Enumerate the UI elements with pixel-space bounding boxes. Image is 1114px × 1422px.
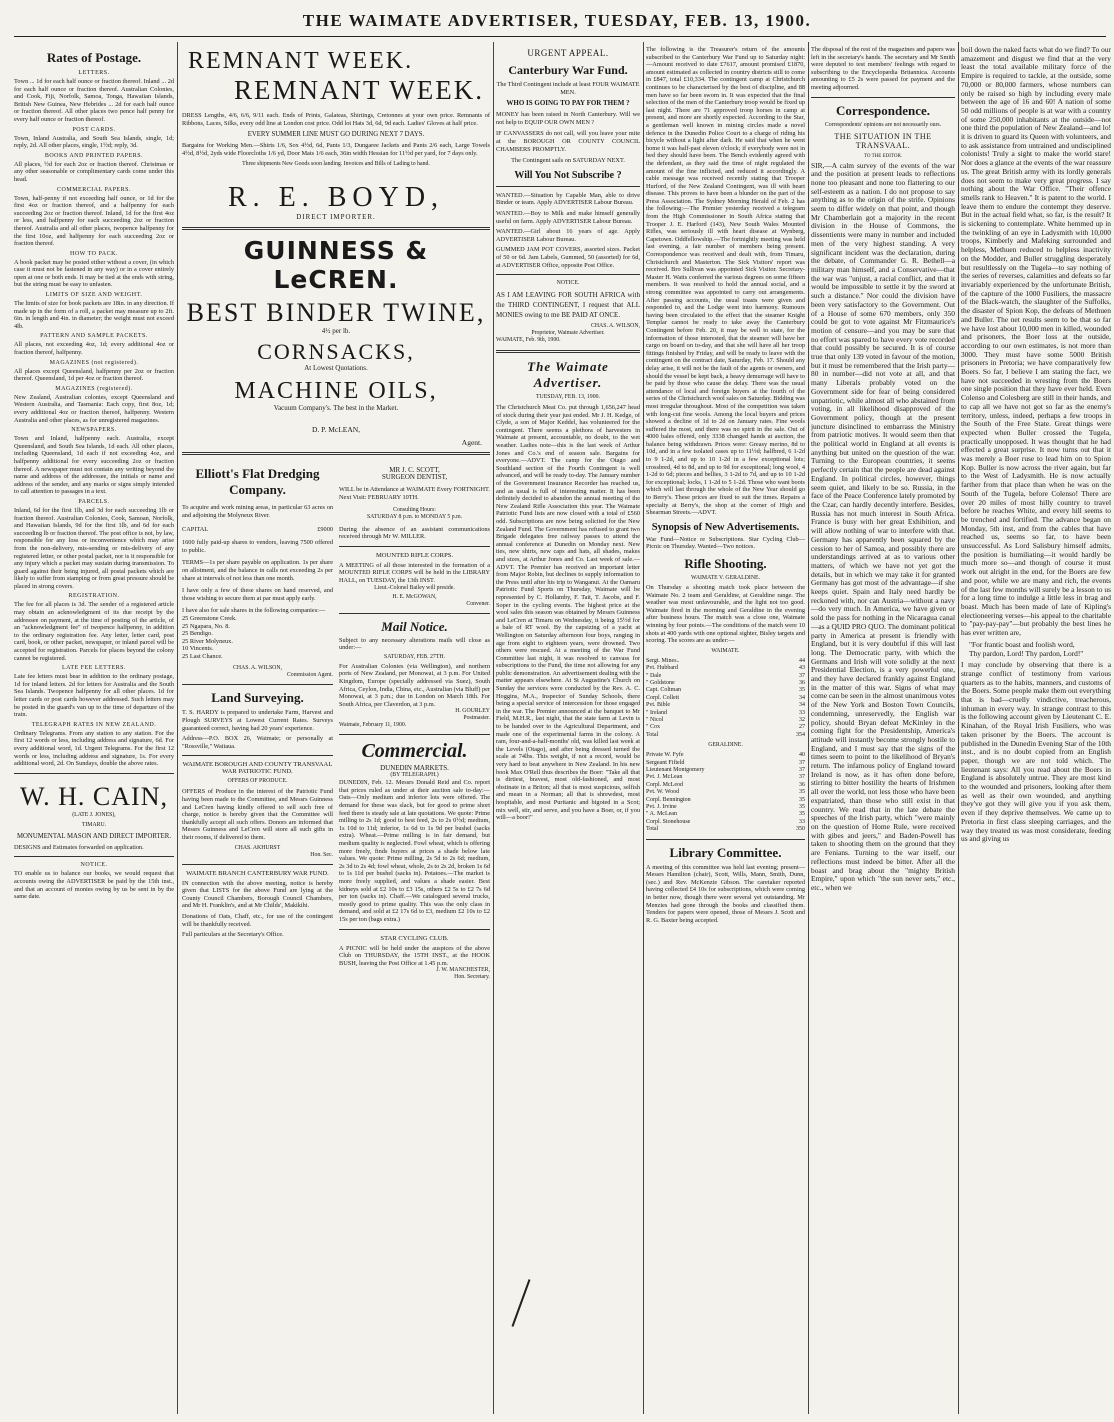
waimate-table — [646, 658, 805, 732]
divider — [14, 856, 174, 857]
section-text: Town, Inland Australia, and South Sea Islands, single, 1d; reply, 2d. All other places, single, 1½d; reply, 3d. — [14, 134, 174, 150]
shooter-name: " Dale — [646, 672, 662, 679]
table-row — [646, 752, 805, 759]
dunedin-head: DUNEDIN MARKETS. — [380, 764, 449, 773]
notice-head: NOTICE. — [556, 280, 580, 287]
shooter-score: 36 — [799, 679, 805, 686]
mail-date: SATURDAY, FEB. 27TH. — [383, 653, 446, 660]
dentist-hours: SATURDAY 8 p.m. to MONDAY 5 p.m. — [366, 513, 463, 520]
section-text: All places, not exceeding 4oz, 1d; every additional 4oz or fraction thereof, halfpenny. — [14, 341, 174, 357]
dentist-hours-head: Consulting Hours: — [393, 506, 436, 513]
library-text: A meeting of this committee was held last evening; present—Messrs Hamilton (chair), Scott, Wills, Mann, Smith, Dunn, (sec.) and Rev. McKenzie Gibson. The caretaker reported having collected £4 10s for subscriptions, which were coming in better now, though there were several yet outstanding. Mr Menzies had gone through the books and classified them. Tenders for papers were opened, those of Messrs J. Scott and R. G. Baxter being accepted. — [646, 863, 805, 924]
geraldine-total-row — [646, 826, 805, 833]
elliott-title: Elliott's Flat Dredging Company. — [195, 466, 320, 498]
cain-trade: MONUMENTAL MASON AND DIRECT IMPORTER. — [16, 832, 172, 840]
column-3 — [496, 42, 640, 1414]
branch-particulars: Full particulars at the Secretary's Office. — [182, 931, 284, 939]
notice-date: WAIMATE, Feb. 9th, 1900. — [496, 337, 561, 344]
shooter-score: 27 — [799, 724, 805, 731]
divider — [182, 864, 333, 865]
table-row — [646, 767, 805, 774]
cain-late: (LATE J. JONES), — [72, 811, 116, 818]
section-head: TELEGRAPH RATES IN NEW ZEALAND. — [31, 721, 157, 728]
notice-text: TO enable us to balance our books, we would request that accounts owing the ADVERTISER be paid by the 15th inst., and that an account of monies owing by us be sent in by the same date. — [14, 870, 174, 901]
cornsacks-sub: At Lowest Quotations. — [304, 364, 368, 373]
shooter-name: Pvt. Bible — [646, 702, 671, 709]
divider — [182, 452, 490, 455]
dentist-text: WILL be in Attendance at WAIMATE Every FORTNIGHT. Next Visit: FEBRUARY 10TH. — [339, 486, 490, 501]
section-text: Town and Inland, halfpenny each. Australia, except Queensland, and South Sea Islands, 1d each. All other places, including Queensland, 1d each if not exceeding 4oz, and halfpenny additional for every succeeding 2oz or fraction thereof. A newspaper must not contain any writing beyond the name and address of the addressee, the initials or name and address of the sender, and any marks or signs simply intended to call attention to passages in a text. — [14, 435, 174, 496]
list-item: 10 Vincents. — [182, 645, 214, 653]
boyd-name: R. E. BOYD, — [227, 182, 445, 214]
few-shares: I have only a few of these shares on hand reserved, and those wishing to secure them at par must apply early. — [182, 587, 333, 602]
shooter-name: Corpl. McLeod — [646, 781, 683, 788]
survey-text: T. S. HARDY is prepared to undertake Farm, Harvest and Plough SURVEYS at Lowest Current Rates. Surveys guaranteed correct, having had 20 years' experience. — [182, 709, 333, 732]
section-text: Inland, 6d for the first 1lb, and 3d for each succeeding 1lb or fraction thereof. Australian Colonies, Cook, Samoan, Norfolk, and Hawaiian Islands, 9d for the first 1lb, and 6d for each succeeding lb or fraction thereof. The post office is not, by law, responsible for any loss or inconvenience which may arise from the non-delivery, mis-sending or mis-delivery of any registered letter, or other postal packet, nor is it responsible for any injury which a packet may sustain during transmission. To guard against their being injured, all postal packets which are likely to suffer from stamping or from great pressure should be placed in strong covers. — [14, 506, 174, 590]
remnant-shipments: Three shipments New Goods soon landing. Invoices and Bills of Lading to hand. — [242, 161, 430, 168]
wanted-ad: WANTED.—Situation by Capable Man, able to drive Binder or team. Apply ADVERTISER Labour Bureau. — [496, 191, 640, 207]
table-row — [646, 673, 805, 680]
library-title: Library Committee. — [669, 844, 782, 860]
shooter-score: 37 — [799, 767, 805, 774]
geraldine-table — [646, 752, 805, 826]
appeal-sails: The Contingent sails on SATURDAY NEXT. — [511, 157, 625, 165]
column-rule — [493, 42, 494, 1414]
shooter-name: Sergeant Fifield — [646, 759, 685, 766]
table-row — [646, 774, 805, 781]
appeal-money: MONEY has been raised in North Canterbury. Will we not help to EQUIP OUR OWN MEN ? — [496, 111, 640, 126]
branch-title: WAIMATE BRANCH CANTERBURY WAR FUND. — [186, 869, 329, 877]
capital-row — [182, 526, 333, 534]
ads-left — [182, 461, 333, 981]
wilson-name: CHAS. A. WILSON, — [232, 665, 282, 672]
section-head: HOW TO PACK. — [70, 250, 118, 257]
shooter-name: Pvt. W. Wood — [646, 789, 680, 796]
appeal-title: URGENT APPEAL. — [527, 48, 609, 58]
section-text: Ordinary Telegrams. From any station to any station. For the first 12 words or less, including address and signature, 6d. For every additional word, 1d. Urgent Telegrams. For the first 12 words or less, including address and signature, 1s. For every additional word, 2d. On Sundays, double the above rates. — [14, 729, 174, 768]
rifle-corps-text: A MEETING of all those interested in the formation of a MOUNTED RIFLE CORPS will be held in the LIBRARY HALL, on TUESDAY, the 13th INST. — [339, 561, 490, 584]
divider — [339, 929, 490, 930]
table-row — [646, 760, 805, 767]
shooter-score: 33 — [799, 709, 805, 716]
section-head: POST CARDS. — [72, 126, 116, 133]
section-head: LETTERS. — [78, 70, 110, 76]
appeal-who: WHO IS GOING TO PAY FOR THEM ? — [506, 99, 630, 108]
table-row: Total 354 — [646, 731, 805, 738]
section-text: Town ... 1d for each half ounce or fraction thereof. Inland ... 2d for each half ounce or fraction thereof. Australian Colonies, and Cook, Fiji, Norfolk, Samoa, Tonga, Hawaiian Islands, British New Guinea, New Hebrides ... 2d for each half ounce or fraction thereof. All other places two pence half penny for every half ounce or fraction thereof. — [14, 78, 174, 123]
shooter-score: 34 — [799, 694, 805, 701]
shooter-score: 35 — [799, 789, 805, 796]
news-text: The Christchurch Meat Co. put through 1,656,247 head of stock during their year just ended. Mr J. H. Kedge, of Clyde, a son of Major Keddel, has volunteered for the contingent. There seems a plethora of harvesters in Waimate at present, accountable, no doubt, to the wet weather. Ladies note—this is the last week of Arthur Jones and Co.'s end of season sale. Bargains for everyone.—ADVT. The camp for the Otago and Southland section of the Fourth Contingent is well advanced, and will be ready to-day. The January number of the Government Insurance Recorder has reached us, and as usual is full of interesting matter. It has been definitely decided to abandon the annual meeting of the New Zealand Rifle Association this year. The Waimate Patriotic Fund lists are now closed with a total of £560 odd. Subscriptions are now being solicited for the New Zealand Fund. The Government has refused to grant two Brigade delegates free railway passes to attend the annual conference at Dunedin on Monday next. New ties, new shirts, new caps and hats, all shades, makes and sizes, at Arthur Jones and Co. Last week of sale.—ADVT. The Premier has received an important letter from Major Robin, but declines to supply information to the Press until after his trip to Wanganui. At the Oamaru Patriotic Fund Sports on Thursday, Waimate will be represented by C. Hollamby, F. Tait, T. Jacobs, and F. Soper in the cycling events. The highest price at the wool sales this season was obtained by Messrs Guinness and LeCren at Timaru on Wednesday, it being 15½d for a bale of RT wool. By the capsizing of a yacht at Wellington on Saturday afternoon four boys, ranging in age from eight to eighteen years, were drowned. Two others were rescued. At a meeting of the War Fund Committee last night, it was resolved to canvass for subscriptions to the Fund, the time not allowing for any public demonstration. An advertisement dealing with the matter appears elsewhere. At St Augustine's Church on Sunday the services were conducted by the Rev. A. C. Hoggins, M.A., Inspector of Sunday Schools, there being a special service of intercession for those engaged in the war. The Premier announced at the banquet to Mr Field, M.H.R., last night, that the state farm at Levin is to be handed over to the Agricultural Department, and made one of the experimental farms in the colony. A ram, four-and-a-half-months' old, was killed last week at the Levels (Otago), and after being dressed turned the scale at 74lbs. This weight, if not a record, would be very hard to beat anywhere in New Zealand. In his new book Max O'Rell thus describes the Boer: "Take all that is dirtiest, bravest, most old-fashioned, and most obstinate in a Briton; all that is most suspicious, selfish and mean in a Norman; all that is shrewdest, most hospitable, and most Puritanic and bigoted in a Scot; mix well, stir, and serve, and you have a Boer, or, if you will—a boor!" — [496, 404, 640, 822]
dentist-role: SURGEON DENTIST, — [381, 473, 448, 482]
list-item: 25 Greenstone Creek. — [182, 614, 237, 622]
geraldine-head: GERALDINE. — [708, 742, 743, 749]
cornsacks-heading: CORNSACKS, — [257, 339, 415, 365]
commercial-title: Commercial. — [361, 740, 468, 763]
shooter-name: Pvt. J. McLean — [646, 774, 683, 781]
branch-text: IN connection with the above meeting, notice is hereby given that LISTS for the above Fund are lying at the County Council Chambers, Borough Council Chambers, and Mr H. Franklin's, and at Mr Childs', Makikihi. — [182, 879, 333, 910]
masthead-rule — [14, 36, 1106, 37]
corr-head: THE SITUATION IN THE TRANSVAAL. — [834, 131, 932, 150]
rifle-sub: WAIMATE V. GERALDINE. — [690, 575, 761, 581]
fund-text: OFFERS of Produce in the interest of the Patriotic Fund having been made to the Committee, and Messrs Guinness and LeCren having kindly offered to sell such free of charge, notice is hereby given that the Committee will thankfully accept all such offers. Donors are informed that Messrs Guinness and LeCren will store all such gifts in their rooms, if delivered to them. — [182, 788, 333, 841]
mail-date2: Waimate, February 11, 1900. — [339, 722, 407, 729]
section-head: NEWSPAPERS. — [71, 427, 117, 434]
cycling-role: Hon. Secretary. — [454, 974, 490, 981]
remnant-text: DRESS Lengths, 4/6, 6/6, 9/11 each. Ends of Prints, Galateas, Shirtings, Cretonnes at your own price. Remnants of Ribbons, Laces, Silks, every odd line at London cost price. Odd lot Hats 3d, 6d, 9d each. Ladies' Gloves at half price. — [182, 112, 490, 127]
shooter-name: Private W. Fyfe — [646, 752, 684, 759]
section-head: LATE FEE LETTERS. — [62, 665, 126, 672]
shooter-score: 43 — [799, 665, 805, 672]
news-text: The disposal of the rest of the magazines and papers was left in the secretary's hands. The secretary and Mr Smith were deputed to test members' feelings with regard to subscribing to the Encyclopædia Britannica. Accounts amounting to £5 2s were passed for payment and the meeting adjourned. — [811, 46, 955, 91]
table-row — [646, 665, 805, 672]
mail-text: Subject to any necessary alterations mails will close as under:— — [339, 636, 490, 652]
news-text: The following is the Treasurer's return of the amounts subscribed to the Canterbury War Fund up to Saturday night:—Amount received to date £7617, amount promised £1870, amount estimated as collected in country districts still to come in £847, total £10,334. The contingent camp at Christchurch continues to be characterised by the best of discipline, and 88 men have so far been sworn in. It was expected that the final selection of the men of the Canterbury troop would be fixed up last night. There are 71 approved troop horses in camp at present, and more are shortly expected. According to the Star, a gentleman well known in mining circles made a novel defence in the Dunedin Police Court to a charge of riding his bicycle without a light after dark. He said that when he went home it was half-past eleven o'clock; if everybody were not in bed they should have been. The Bench evidently agreed with the defendant, as they said the time of night regulated the amount of the fine inflicted, and reduced it accordingly. A cable message was received recently stating that Trooper Hurford, of the New Zealand Contingent, was ill with heart disease. This proves to have been a blunder on the part of the Press Association. The Sydney Morning Herald of Feb. 2 has the following:—The Premier yesterday received a telegram from the High Commissioner in South Africa stating that Trooper J. E. Harford (143), New South Wales Mounted Rifles, was seriously ill with heart disease at Wynberg, Capetown. Oddfellowship.—The fortnightly meeting was held last evening, a fair number of members being present. Correspondence was received and dealt with, from Timaru, Christchurch and Masterton. The Sick Visitors' report was received. Bro Sullivan was appointed Sick Visitor. Secretary-Master H. Watts conferred the various degrees on some fifteen members. It was resolved to hold the annual social, and a strong committee was appointed to carry out arrangements. After passing accounts, the usual toasts were given and responded to, and the Lodge went into harmony. Rumours having been circulated to the effect that the steamer Knight Templar cannot be ready to take away the Canterbury Contingent before Feb. 20, it may be well to state, for the information of those interested, that the steamer will have her cargo on board on to-day, and that she will have all her troop fittings finished by Friday, and will be ready to leave with the contingent on the contract date, Saturday, Feb. 17. Should any delay arise, it will not be the fault of the agents or owners, and should the vessel be kept back, a heavy demurrage will have to be paid by those who cause the delay. There was the usual attendance of local and foreign buyers at the fourth of the series of the Christchurch wool sales on Saturday. Bidding was most irregular throughout. Most of the competition was taken with long-cut fine wools. Among the local buyers and prices showed a decline of 1d to 2d on January rates. Fine wools suffered the most, and there was no spirit in the sale. Out of 4000 bales offered, only 3338 changed hands at auction, the balance being withdrawn. Prices were: Greasy merino, 8d to 10d, and in a few isolated cases up to 11½d; halfbred, 6 1-2d to 9 1-2d, and up to 10 1-2d in a few exceptional lots; crossbred, 4d to 8d, and up to 9d for exceptional; long wool, 4 1-2d to 6d; pieces and bellies, 3 1-2d to 7d, and up to 10 1-2d for exceptional; locks, 1 1-2d to 5 1-2d. Those who want boots which will last through the whole of the New Year should go to Berry's. These prices are fixed to suit the times. Repairs a specialty at Berry's, the shop at the corner of High and Shearman Streets.—ADVT. — [646, 46, 805, 517]
corr-text: SIR,—A calm survey of the events of the war and the position at present leads to reflections none too pleasant and none too flattering to our self-esteem as a nation. I do not propose to say anything as to the origin of the strife. Opinions seem to differ widely on that point, and though Mr Chamberlain got a majority in the recent division in the House of Commons, the dissentients were many in number and included men of the very highest standing. A very significant incident was the declaration, during the debate, of Commander G. R. Bethell—a military man himself, and a Conservative—that the war was "unjust, a racial conflict, and that it would be impossible to settle it by the sword at such a distance." Nor could the division have been very satisfactory to the Government. Out of a House of some 670 members, only 350 could be got to vote against Mr Fitzmaurice's motion of censure—and you may be sure that no effort was spared to have every vote recorded that could possibly be secured. It is of course true that only 139 voted in favour of the motion, but it must be remembered that the Irish party—80 in number—did not vote at all, and that many Liberals probably voted on the Government side for fear of being considered unpatriotic, while almost all who abstained from voting, in all likelihood disapproved of the Government policy, though at the present juncture disinclined to embarrass the Ministry from patriotic motives. It would seem then that the political world in England at all events is anything but united on the question of the war. Turning to the European countries, it seems perfectly certain that the people are dead against England. In political circles, however, things seem quiet, and likely to be so. Russia, in the face of the Peace Conference lately promoted by the Czar, can hardly decently interfere. Besides, Russia has not much interest in South Africa. France is busy with her great Exhibition, and will allow nothing of war to interfere with that. Germany has apparently been squared by the cession to her of Samoa, and possibly there are understandings arrived at as to various other matters, of which we have not yet got the details, but in which we may take it for granted Germany has got most of the advantage—if she keeps quiet. Spain and Italy need hardly be reckoned with, nor can Austria—without a navy—do very much. In America, we have given or sold the pass for nothing in the Nicaragua canal—as a QUID PRO QUO. The dominant political party in America at present is friendly with England, but it is very doubtful if this will last long. The Democratic party, with which the Germans and Irish will vote solidly at the next Presidential Election, is a very powerful one, and they have declared frankly against England in the matter of this war. Signs of what may come can be seen in the almost unanimous votes of the New York and Boston Town Councils, condemning, unreservedly, the English war policy, should Bryan defeat McKinley in the coming fight for the Presidentship, America's attitude will instantly become strongly hostile to England, and I must say that the signs of the times seem to point to the likelihood of Bryan's return. The infamous policy of England toward Ireland is now, as it has often done before, stirring to bitter hostility the hearts of Irishmen all over the world, not less those who have been expatriated, than those who still exist in that country. We read that in the late debate the speeches of the Irish party, which "were mainly on the question of Home Rule, were received with gibes and jeers," and Baden-Powell has taken to shooting them on the ground that they are Fenians. Turning to the war itself, our reflections must indeed be bitter. After all the boast and brag about the "mighty British Empire," upon which "the sun never sets," etc., etc., when we — [811, 160, 955, 892]
shooter-name: " A. McLean — [646, 811, 677, 818]
boyd-role: DIRECT IMPORTER. — [296, 213, 376, 222]
table-row — [646, 687, 805, 694]
table-row — [646, 680, 805, 687]
shooter-name: Lieutenant Montgomery — [646, 767, 705, 774]
column-rule — [643, 42, 644, 1414]
section-text: Town, half-penny if not exceeding half ounce, or 1d for the first 4oz or fraction thereof, and a halfpenny for each succeeding 2oz or fraction thereof. Inland, 1d for the first 4oz or less, and halfpenny for each succeeding 2oz or fraction thereof. Australia and all other places, twopence halfpenny for the first 10oz, and halfpenny for each succeeding 2oz or fraction thereof. — [14, 194, 174, 248]
geraldine-total: 350 — [796, 826, 805, 833]
mail-sign: H. GOURLEY — [455, 708, 490, 715]
elliott-text: To acquire and work mining areas, in particular 63 acres on and adjoining the Molyneux River. — [182, 504, 333, 519]
shooter-score: 35 — [799, 811, 805, 818]
table-row — [646, 804, 805, 811]
guinness-name: GUINNESS & LeCREN. — [243, 236, 429, 295]
rifle-corps-role: Convener. — [466, 600, 490, 607]
section-head: BOOKS AND PRINTED PAPERS. — [44, 152, 144, 159]
shooter-score: 44 — [799, 657, 805, 664]
branch-donations: Donations of Oats, Chaff, etc., for use of the contingent will be thankfully received. — [182, 912, 333, 928]
list-item: 25 River Molyneux. — [182, 637, 233, 645]
shooter-name: Pvt. J. Irvine — [646, 804, 677, 811]
fund-role: Hon. Sec. — [310, 851, 333, 858]
table-row: Total 350 — [646, 826, 805, 833]
divider — [496, 274, 640, 275]
section-head: MAGAZINES (not registered). — [49, 359, 139, 366]
section-head: PARCELS. — [78, 498, 110, 505]
column-4 — [646, 42, 805, 1414]
shooter-score: 37 — [799, 759, 805, 766]
divider — [339, 546, 490, 547]
rifle-text: On Thursday a shooting match took place between the Waimate No. 2 team and Geraldine, at Geraldine range. The weather was most unfavourable, and the light not too good. Waimate fired in the morning and Geraldine in the evening after business hours. The match was a close one, Waimate winning by four points.—The conditions of the match were 10 shots at 400 yards with one optional sighter, Bisley targets and scoring. The scores are as under:— — [646, 584, 805, 645]
sale-shares-list — [182, 615, 333, 661]
shooter-name: " Nicol — [646, 717, 664, 723]
two-column-ads — [182, 461, 490, 981]
corr-title: Correspondence. — [835, 102, 930, 118]
section-head: LIMITS OF SIZE AND WEIGHT. — [45, 292, 143, 299]
list-item: 25 Ngapara, No. 8. — [182, 622, 230, 630]
divider — [496, 350, 640, 353]
divider — [646, 839, 805, 840]
waimate-total-row — [646, 732, 805, 739]
remnant-heading: REMNANT WEEK. — [234, 75, 484, 105]
table-row — [646, 782, 805, 789]
section-head: PATTERN AND SAMPLE PACKETS. — [40, 333, 148, 340]
shooter-name: Pvt. Hubbard — [646, 665, 678, 672]
shares-text: 1600 fully paid-up shares to vendors, leaving 7500 offered to public. — [182, 539, 333, 554]
section-head: REGISTRATION. — [68, 593, 120, 600]
corr-disclaimer: Correspondents' opinions are not necessarily ours. — [824, 121, 942, 128]
table-row — [646, 811, 805, 818]
table-row — [646, 658, 805, 665]
dunedin-text: DUNEDIN, Feb. 12. Messrs Donald Reid and Co. report that prices ruled as under at their auction sale to-day:— Oats—Only medium and inferior lots were offered. The demand for these was slack, but for good to prime short feed there is steady sale at late quotations. We quote: Prime milling to 2s 1d; good to best feed, 2s to 2s 0½d; medium, 1s 10d to 11d; inferior, 1s 6d to 1s 9d per bushel (sacks extra). Wheat.—Prime milling is in fair demand, but medium quality is neglected. Fowl wheat, which is offering more freely, finds buyers at prices a shade below late values. We quote: Prime milling, 2s 5d to 2s 6d; medium, 2s 3d to 2s 4d; fowl wheat, whole, 2s to 2s 2d, broken 1s 6d to 1s 11d per bushel (sacks in). Potatoes.—The market is more freely supplied, and values a shade easier. Best kidneys sold at £2 10s to £3 15s, others £2 5s to £2 7s 6d per ton (sacks in). Chaff.—We catalogued several trucks, mostly good to prime quality. This was the only class in demand, and sold at £2 17s 6d to £3, medium £2 10s to £2 15s per ton (bags extra.) — [339, 779, 490, 923]
shooter-name: Capt. Coltman — [646, 687, 681, 694]
divider — [496, 186, 640, 187]
synopsis-text: War Fund—Notice re Subscriptions. Star Cycling Club—Picnic on Thursday. Wanted—Two notices. — [646, 535, 805, 551]
section-text: Late fee letters must bear in addition to the ordinary postage, 1d for inland letters. 2d for letters for Australia and the South Sea Islands. Twopence halfpenny for all other places. 1d for letter cards or post cards however addressed. Such letters may be posted in the guard's van up to the time of departure of the train. — [14, 673, 174, 719]
shooter-name: Sergt. Mines.. — [646, 657, 680, 664]
table-row — [646, 797, 805, 804]
mail-title: Mail Notice. — [381, 618, 448, 634]
fund-sign: CHAS. AKHURST — [234, 844, 281, 851]
fund-sub: OFFERS OF PRODUCE. — [227, 778, 288, 785]
oils-heading: MACHINE OILS, — [234, 378, 438, 405]
table-row — [646, 702, 805, 709]
section-text: All places except Queensland, halfpenny per 2oz or fraction thereof. Queensland, 1d per 4oz or fraction thereof. — [14, 367, 174, 383]
masthead-title: THE WAIMATE ADVERTISER, TUESDAY, FEB. 13, 1900. — [302, 11, 812, 30]
cycling-text: A PICNIC will be held under the auspices of the above Club on THURSDAY, the 15TH INST., at the HOOK BUSH, leaving the Post Office at 1.45 p.m. — [339, 944, 490, 967]
shooter-score: 37 — [799, 672, 805, 679]
table-row — [646, 789, 805, 796]
poem-line: Thy pardon, Lord! Thy pardon, Lord!" — [969, 648, 1084, 658]
twine-price: 4½ per lb. — [321, 327, 351, 336]
shooter-name: " Goldstone — [646, 679, 675, 686]
terms-text: TERMS—1s per share payable on application. 1s per share on allotment, and the balance in calls not exceeding 2s per share at intervals of not less than one month. — [182, 559, 333, 582]
table-row — [646, 717, 805, 724]
wilson-role: Commission Agent. — [286, 672, 333, 679]
divider — [182, 755, 333, 756]
section-text: The fee for all places is 3d. The sender of a registered article may obtain an acknowledgment of its due receipt by the addressee on payment, at the time of posting of the article, of an "acknowledgment fee" of twopence halfpenny, in addition to the ordinary registration fee. Any letter, letter card, post card, book, or other packet, newspaper, or inland parcel will be accepted for registration. Parcels for places beyond the colony cannot be registered. — [14, 601, 174, 662]
cain-town: TIMARU. — [81, 821, 107, 828]
mail-items: For Australian Colonies (via Wellington), and northern ports of New Zealand, per Monowai, at 3 p.m. For United Kingdom, Europe (specially addressed via Suez), South Africa, Ceylon, India, China, etc., Australian (via Bluff) per Monowai, at 3 p.m.; due in London on March 18th. For South Africa, per Claverdon, at 3 p.m. — [339, 662, 490, 708]
cain-name: W. H. CAIN, — [20, 781, 168, 811]
column-5 — [811, 42, 955, 1414]
divider — [339, 734, 490, 735]
agent-role: Agent. — [461, 438, 482, 448]
masthead — [0, 8, 1114, 34]
notice-text: AS I AM LEAVING FOR SOUTH AFRICA with the THIRD CONTINGENT, I request that ALL MONIES owing to me BE PAID AT ONCE. — [496, 291, 640, 320]
shooter-score: 36 — [799, 781, 805, 788]
section-text: New Zealand, Australian colonies, except Queensland and Western Australia, and Tasmania: Each copy, first 8oz, 1d; every additional 4oz or fraction thereof, halfpenny. Western Australia and other places, as for unregistered magazines. — [14, 393, 174, 424]
rifle-corps-sign: H. E. McGOWAN, — [392, 593, 437, 600]
shooter-score: 35 — [799, 804, 805, 811]
shooter-name: Corpl. Stonehouse — [646, 818, 691, 825]
sale-shares-intro: I have also for sale shares in the following companies:— — [182, 607, 326, 615]
shooter-name: Corpl. Collett — [646, 694, 679, 701]
corr-to: TO THE EDITOR. — [863, 153, 903, 159]
survey-address: Address—P.O. BOX 26, Waimate; or personally at "Rossville," Waitaua. — [182, 735, 333, 750]
twine-heading: BEST BINDER TWINE, — [186, 298, 486, 328]
table-row — [646, 819, 805, 826]
synopsis-title: Synopsis of New Advertisements. — [651, 521, 800, 533]
dentist-absence: During the absence of an assistant communications received through Mr W. MILLER. — [339, 525, 490, 541]
shooter-score: 40 — [799, 752, 805, 759]
poem-line: "For frantic boast and foolish word, — [969, 639, 1075, 649]
cycling-title: STAR CYCLING CLUB. — [380, 934, 449, 942]
remnant-bargains: Bargains for Working Men.—Shirts 1/6, Sox 4½d, 6d, Pants 1/3, Dungaree Jackets and Pants 2/6 each, Large Towels 4½d, 8½d, 2yds wide Floorcloths 1/6 yd, Door Mats 1/6 each, 36in width Hessian for 11½d per yard, for 7 days only. — [182, 142, 490, 157]
shooter-name: " Ireland — [646, 709, 667, 716]
shooter-name: Corpl. Bennington — [646, 796, 691, 803]
column-rule — [808, 42, 809, 1414]
rates-title: Rates of Postage. — [46, 50, 142, 65]
shooter-score: 35 — [799, 687, 805, 694]
tail-text: I may conclude by observing that there is a strange conflict of testimony from various quarters as to the habits, manners, and customs of the Boers. Some people make them out everything that is bad—cruelly vindictive, treacherous, inhuman in every way. In strange contrast to this is the following account given by Lieutenant C. E. Kinahan, of the Royal Irish Fusiliers, who was taken prisoner by the Boers. The account is published in the Dunedin Evening Star of the 10th inst., and is no doubt copied from an English paper, though we are not told which. The lieutenant says: All you read about the Boers in England is absolutely untrue. They are most kind to the wounded and prisoners, looking after them as well as their own wounded, and anything they've got they will give you if you ask them, even if they deprive themselves. We came up to Pretoria in first class sleeping carriages, and the way they treated us was most considerate, feeding us and giving us — [961, 660, 1111, 844]
column-rule — [177, 42, 178, 1414]
list-item: 25 Bendigo. — [182, 630, 213, 638]
rifle-corps-chair: Lieut.-Colonel Bailey will preside. — [374, 584, 455, 591]
shooter-score: 37 — [799, 774, 805, 781]
fund-title: WAIMATE BOROUGH AND COUNTY TRANSVAAL WAR PATRIOTIC FUND. — [182, 761, 333, 776]
column-2 — [182, 42, 490, 1414]
rifle-title: Rifle Shooting. — [684, 556, 767, 571]
waimate-head: WAIMATE. — [711, 647, 740, 654]
cycling-sign: J. W. MANCHESTER, — [436, 967, 490, 974]
section-text: The limits of size for book packets are 18in. in any direction. If made up in the form of a roll, a packet may measure up to 2ft. 6in. in length and 4in. in diameter; the weight must not exceed 4lb. — [14, 300, 174, 330]
section-text: All places, ½d for each 2oz or fraction thereof. Christmas or any other seasonable or complimentary cards come under this head. — [14, 160, 174, 183]
dunedin-by: (BY TELEGRAPH.) — [390, 772, 439, 779]
capital-label: CAPITAL — [182, 525, 209, 533]
notice-sign: CHAS. A. WILSON, — [590, 323, 640, 330]
mail-role: Postmaster. — [463, 715, 490, 722]
section-head: COMMERCIAL PAPERS. — [57, 186, 131, 193]
column-1 — [14, 42, 174, 1414]
appeal-contingent: The Third Contingent include at least FOUR WAIMATE MEN. — [496, 81, 640, 96]
notice-role: Proprietor, Waimate Advertiser. — [531, 330, 605, 337]
notice-head: NOTICE. — [80, 862, 108, 869]
table-row — [646, 710, 805, 717]
appeal-canvassers: IF CANVASSERS do not call, will you leave your mite at the BOROUGH OR COUNTY COUNCIL CHAMBERS PROMPTLY. — [496, 130, 640, 153]
divider — [182, 684, 333, 685]
oils-sub: Vacuum Company's. The best in the Market. — [273, 404, 399, 413]
table-row — [646, 724, 805, 731]
dentist-name: MR J. C. SCOTT, — [389, 466, 440, 475]
paper-date: TUESDAY, FEB. 13, 1900. — [536, 394, 600, 401]
appeal-question: Will You Not Subscribe ? — [514, 169, 622, 181]
list-item: 25 Last Chance. — [182, 652, 223, 660]
table-row — [646, 695, 805, 702]
capital-value: £9000 — [317, 525, 333, 533]
wanted-ad: WANTED.—Boy to Milk and make himself generally useful on farm. Apply ADVERTISER Labour Bureau. — [496, 209, 640, 225]
section-text: A book packet may be posted either without a cover, (in which case it must not be fastened in any way) or in a cover entirely open at one or both ends. It may be tied at the ends with string, but the string must be easy to unfasten. — [14, 258, 174, 289]
waimate-total: 354 — [796, 731, 805, 738]
column-6 — [961, 42, 1111, 1414]
divider — [182, 227, 490, 230]
paper-title: The Waimate Advertiser. — [527, 359, 609, 391]
divider — [811, 97, 955, 98]
shooter-score: 34 — [799, 702, 805, 709]
survey-title: Land Surveying. — [211, 690, 304, 706]
cain-designs: DESIGNS and Estimates forwarded on application. — [14, 843, 144, 851]
appeal-fund: Canterbury War Fund. — [508, 63, 628, 77]
column-rule — [958, 42, 959, 1414]
shooter-score: 32 — [799, 717, 805, 723]
news-text: boil down the naked facts what do we find? To our amazement and disgust we find that at the very least the total available military force of the Empire is required to tackle, at the outside, some 70,000 or 80,000 farmers, whose numbers can only be raised so high by including every male between the age of 16 and 60! A nation of some 50 odd millions of people is at war with a country of some 250,000 inhabitants at the outside—not one third the population of New Zealand—and lo! it is driven to guard its Queen with volunteers, and to ask assistance from untrained and undisciplined colonists! Truly a sight to make the world stare! Nor does a glance at the events of the war reassure us. The great British army with its lordly generals does not seem to make very great progress. I say nothing about the War Office. "Their offence smells rank to Heaven." It is patent to the world. I leave them to endure the contempt they deserve. But in the actual field what, so far, is the result? It is sickening to contemplate. White hemmed up in the twinkling of an eye in Ladysmith with 10,000 troops, Kimberly and Mafeking surrounded and helpless, Methuen reduced to helpless inactivity on the Modder, and Buller struggling desperately but resultlessly on the Tugela—to say nothing of the series of reverses, calamities and defeats so far invariably experienced by the unfortunate British, of the capture of the 1000 Fusiliers, the massacre of the Black-watch, the slaughter of the Suffolks, the disaster of Spion Kop, the defeats of Methuen and Buller. The net results seem to be that so far we have lost about 10,000 men in killed, wounded and prisoners, the Boer loss at the outside, according to our own estimates, is not more than 3000. They must have some 5000 British prisoners in Pretoria; we have comparatively few Boers. So far, I believe I am stating the fact, we have not succeeded in wresting from the Boers one single position that they have ever held. Even Colenso and Colesberg are still in their hands, and to cap all we have not got so far as the enemy's territory, unless, indeed, perhaps a few troops in the South of the Free State. Great things were expected when Buller crossed the Tugela, practically unopposed. It was thought that he had effected a great surprise. It now turns out that it was merely a Boer ruse to lead him on to Spion Kop. Buller is now across the river again, but far to the West of Ladysmith. He is now actually farther from that place than when he was on the South of the Tugela, before Colenso! There are over 20 miles of most hilly country to travel before he reaches White, and every hill seems to be trenched and fortified. The advance began on Monday, 5th inst, and from the cables that have reached us, seems so far, to have been unsuccessful. As Lord Salisbury himself admits, the position is humiliating—it would hardly be much more so—and though of course it must work out alright in the end, for the Boers are few and poor, while we are many and rich, the events of the last few months will surely be a lesson to us for a long time to indulge a little less in brag and boast. Much has been made of late of Kipling's electioneering verses—his appeal to the charitable to "pay-pay-pay"—but probably the best lines he has ever written are, — [961, 45, 1111, 638]
remnant-heading: REMNANT WEEK. — [188, 48, 414, 74]
remnant-every: EVERY SUMMER LINE MUST GO DURING NEXT 7 DAYS. — [247, 131, 425, 139]
shooter-score: 35 — [799, 796, 805, 803]
section-head: MAGAZINES (registered). — [55, 385, 133, 392]
shooter-name: " Cox — [646, 724, 660, 731]
agent-name: D. P. McLEAN, — [311, 425, 361, 435]
divider — [14, 773, 174, 774]
ads-right — [339, 461, 490, 981]
divider — [339, 613, 490, 614]
wanted-ad: WANTED.—Girl about 16 years of age. Apply ADVERTISER Labour Bureau. — [496, 228, 640, 243]
gummed-ad: GUMMED JAM POT COVERS, assorted sizes. Packet of 50 or 6d. Jam Labels, Gummed, 50 (assorted) for 6d, at ADVERTISER Office, opposite Post Office. — [496, 246, 640, 269]
shooter-score: 33 — [799, 818, 805, 825]
rifle-corps-title: MOUNTED RIFLE CORPS. — [375, 551, 454, 559]
